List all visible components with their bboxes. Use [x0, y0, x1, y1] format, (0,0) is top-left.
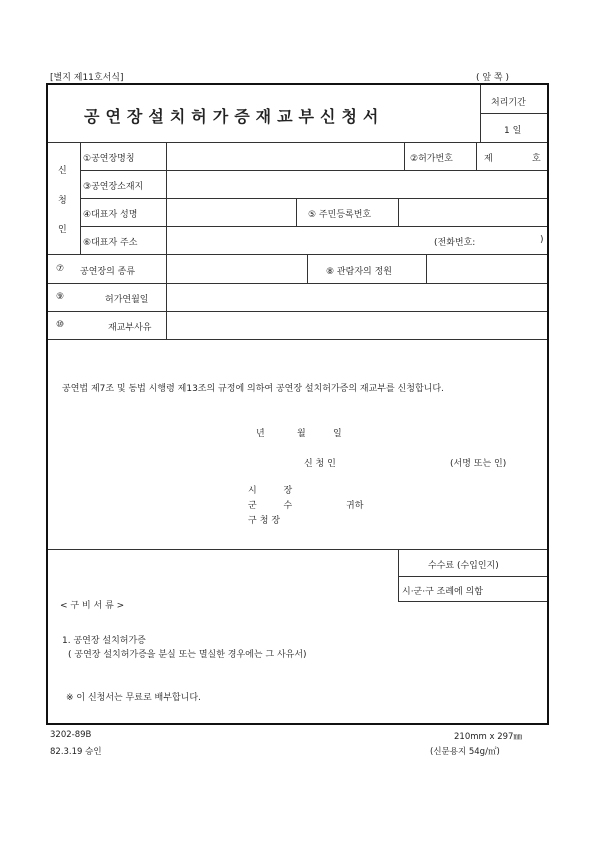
rep-address-label: ⑥대표자 주소: [83, 238, 138, 248]
permit-number-field[interactable]: [494, 145, 530, 168]
divider: [398, 601, 547, 602]
divider: [296, 198, 297, 226]
recipient-mayor: 시 장: [248, 486, 305, 496]
divider: [48, 311, 547, 312]
venue-name-field[interactable]: [167, 145, 403, 168]
permit-number-suffix: 호: [532, 154, 541, 164]
venue-address-field[interactable]: [167, 173, 545, 196]
venue-name-label: ①공연장명칭: [83, 154, 135, 164]
reason-label: 재교부사유: [108, 323, 152, 333]
statement-body: 공연법 제7조 및 동법 시행령 제13조의 규정에 의하여 공연장 설치허가증의 재교부를 신청합니다.: [62, 384, 444, 394]
applicant-label: 신 청 인: [304, 459, 336, 469]
rep-address-field[interactable]: [167, 229, 429, 252]
divider: [48, 549, 547, 550]
date-day: 일: [333, 429, 342, 439]
capacity-label: ⑧ 관람자의 정원: [326, 267, 392, 277]
sign-label: (서명 또는 인): [450, 459, 507, 469]
divider: [48, 283, 547, 284]
paper-type: (신문용지 54g/㎡): [430, 747, 500, 757]
document-item: 1. 공연장 설치허가증: [62, 636, 146, 646]
documents-heading: < 구 비 서 류 >: [60, 601, 125, 611]
divider: [476, 142, 477, 170]
venue-type-field[interactable]: [167, 257, 306, 281]
form-code: 3202-89B: [50, 730, 92, 740]
date-month: 월: [297, 429, 306, 439]
divider: [398, 576, 547, 577]
divider: [80, 198, 547, 199]
rep-id-label: ⑤ 주민등록번호: [308, 210, 372, 220]
permit-number-prefix: 제: [484, 154, 493, 164]
honorific: 귀하: [346, 501, 364, 511]
permit-date-field[interactable]: [167, 286, 545, 309]
fee-value: 시·군·구 조례에 의함: [402, 587, 483, 597]
page-side: ( 앞 쪽 ): [476, 73, 509, 83]
processing-value: 1 일: [504, 126, 522, 136]
divider: [480, 113, 547, 114]
rep-name-field[interactable]: [167, 201, 295, 224]
recipient-county: 군 수: [248, 501, 305, 511]
recipient-district: 구청장: [248, 516, 284, 526]
paper-size: 210mm x 297㎜: [454, 732, 522, 742]
divider: [80, 142, 81, 254]
divider: [48, 339, 547, 340]
document-item-note: ( 공연장 설치허가증을 분실 또는 멸실한 경우에는 그 사유서): [68, 650, 307, 660]
capacity-field[interactable]: [427, 257, 545, 281]
reason-num: ⑩: [56, 320, 65, 330]
divider: [48, 142, 547, 143]
applicant-group-label: 인: [58, 225, 67, 235]
phone-field[interactable]: [488, 229, 538, 252]
permit-date-num: ⑨: [56, 292, 65, 302]
divider: [404, 142, 405, 170]
permit-number-label: ②허가번호: [410, 154, 453, 164]
approval-date: 82.3.19 승인: [50, 747, 102, 757]
date-year: 년: [256, 429, 265, 439]
divider: [398, 549, 399, 601]
phone-label: (전화번호:: [434, 238, 476, 248]
rep-name-label: ④대표자 성명: [83, 210, 138, 220]
phone-close: ): [540, 235, 544, 245]
form-number: [별지 제11호서식]: [50, 73, 124, 83]
rep-id-field[interactable]: [399, 201, 545, 224]
applicant-group-label: 신: [58, 166, 67, 176]
venue-address-label: ③공연장소재지: [83, 182, 144, 192]
fee-label: 수수료 (수입인지): [428, 561, 499, 571]
free-distribution-note: ※ 이 신청서는 무료로 배부합니다.: [66, 693, 201, 703]
applicant-group-label: 청: [58, 196, 67, 206]
divider: [80, 170, 547, 171]
divider: [480, 85, 481, 142]
divider: [80, 226, 547, 227]
processing-label: 처리기간: [491, 98, 526, 108]
divider: [48, 254, 547, 255]
reason-field[interactable]: [167, 314, 545, 337]
divider: [307, 254, 308, 283]
venue-type-num: ⑦: [56, 264, 65, 274]
venue-type-label: 공연장의 종류: [80, 267, 136, 277]
permit-date-label: 허가연월일: [105, 295, 149, 305]
form-title: 공연장설치허가증재교부신청서: [84, 107, 385, 126]
